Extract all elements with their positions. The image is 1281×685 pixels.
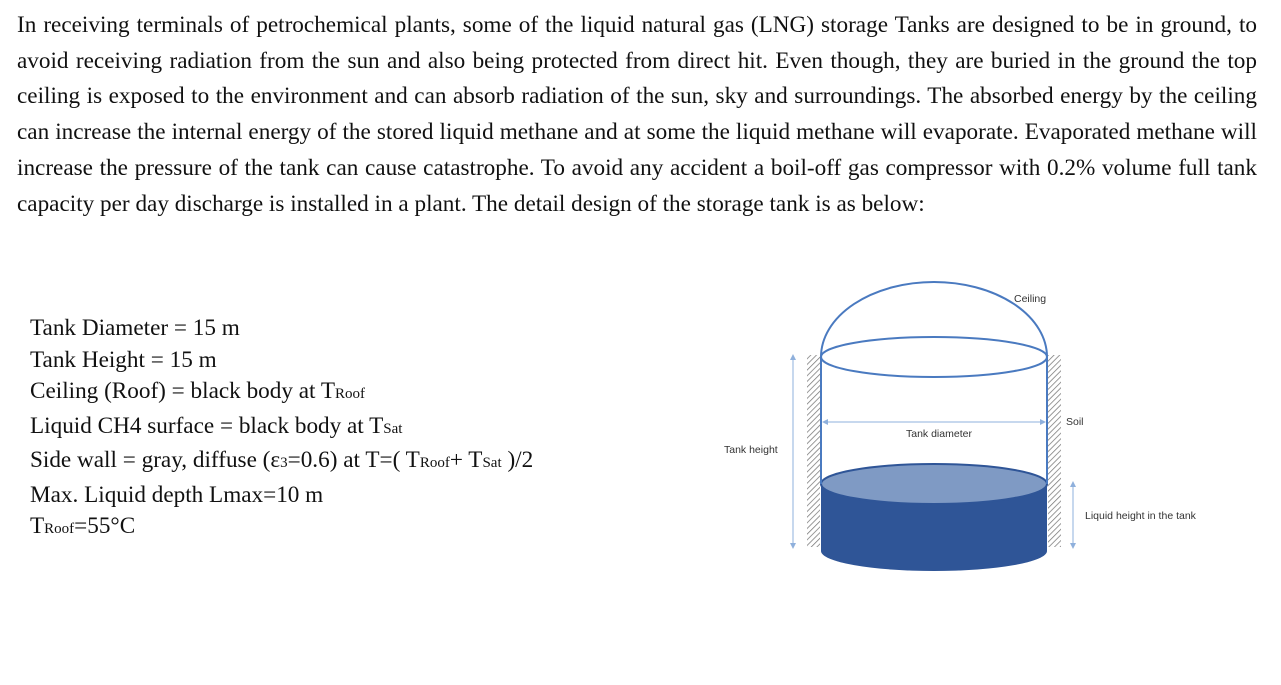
spec-troof-t: T (30, 513, 45, 539)
problem-statement: In receiving terminals of petrochemical plants, some of the liquid natural gas (LNG) storage Tanks are designed to be in ground, to avoid receiving radiation from the sun and also being protected from direct hit. Even though, they are buried in the ground the top ceiling is exposed to the environment and can absorb radiation of the sun, sky and surroundings. The absorbed energy by the ceiling can increase the internal energy of the stored liquid methane and at some the liquid methane will evaporate. Evaporated methane will increase the pressure of the tank can cause catastrophe. To avoid any accident a boil-off gas compressor with 0.2% volume full tank capacity per day discharge is installed in a plant. The detail design of the storage tank is as below: (17, 12, 1257, 217)
spec-wall-eps-sub: 3 (280, 455, 288, 471)
spec-liquid-text: Liquid CH4 surface = black body at T (30, 412, 384, 439)
soil-label: Soil (1066, 416, 1084, 428)
spec-liquid-sub: Sat (383, 420, 403, 437)
soil-right (1048, 355, 1061, 547)
spec-wall-text-3: + T (449, 447, 483, 473)
spec-ceiling-text: Ceiling (Roof) = black body at T (30, 378, 336, 404)
spec-tank-height: Tank Height = 15 m (30, 346, 217, 373)
liquid-height-label: Liquid height in the tank (1085, 510, 1196, 522)
spec-wall-roof-sub: Roof (419, 455, 450, 471)
soil-left (807, 355, 820, 547)
spec-wall-text-2: =0.6) at T=( T (287, 447, 420, 473)
spec-troof-value: =55°C (74, 513, 136, 539)
spec-max-depth: Max. Liquid depth Lmax=10 m (30, 481, 324, 508)
liquid-surface (821, 464, 1047, 504)
tank-diameter-label: Tank diameter (906, 428, 972, 440)
tank-top-rim (821, 337, 1047, 377)
ceiling-label: Ceiling (1014, 293, 1047, 305)
spec-troof-sub: Roof (44, 521, 75, 537)
spec-wall-text-4: )/2 (501, 447, 534, 473)
spec-wall-text-1: Side wall = gray, diffuse (ε (30, 447, 281, 473)
tank-height-label: Tank height (724, 444, 778, 456)
spec-tank-diameter: Tank Diameter = 15 m (30, 315, 240, 341)
spec-wall-sat-sub: Sat (482, 455, 502, 471)
spec-ceiling-sub: Roof (335, 386, 366, 402)
